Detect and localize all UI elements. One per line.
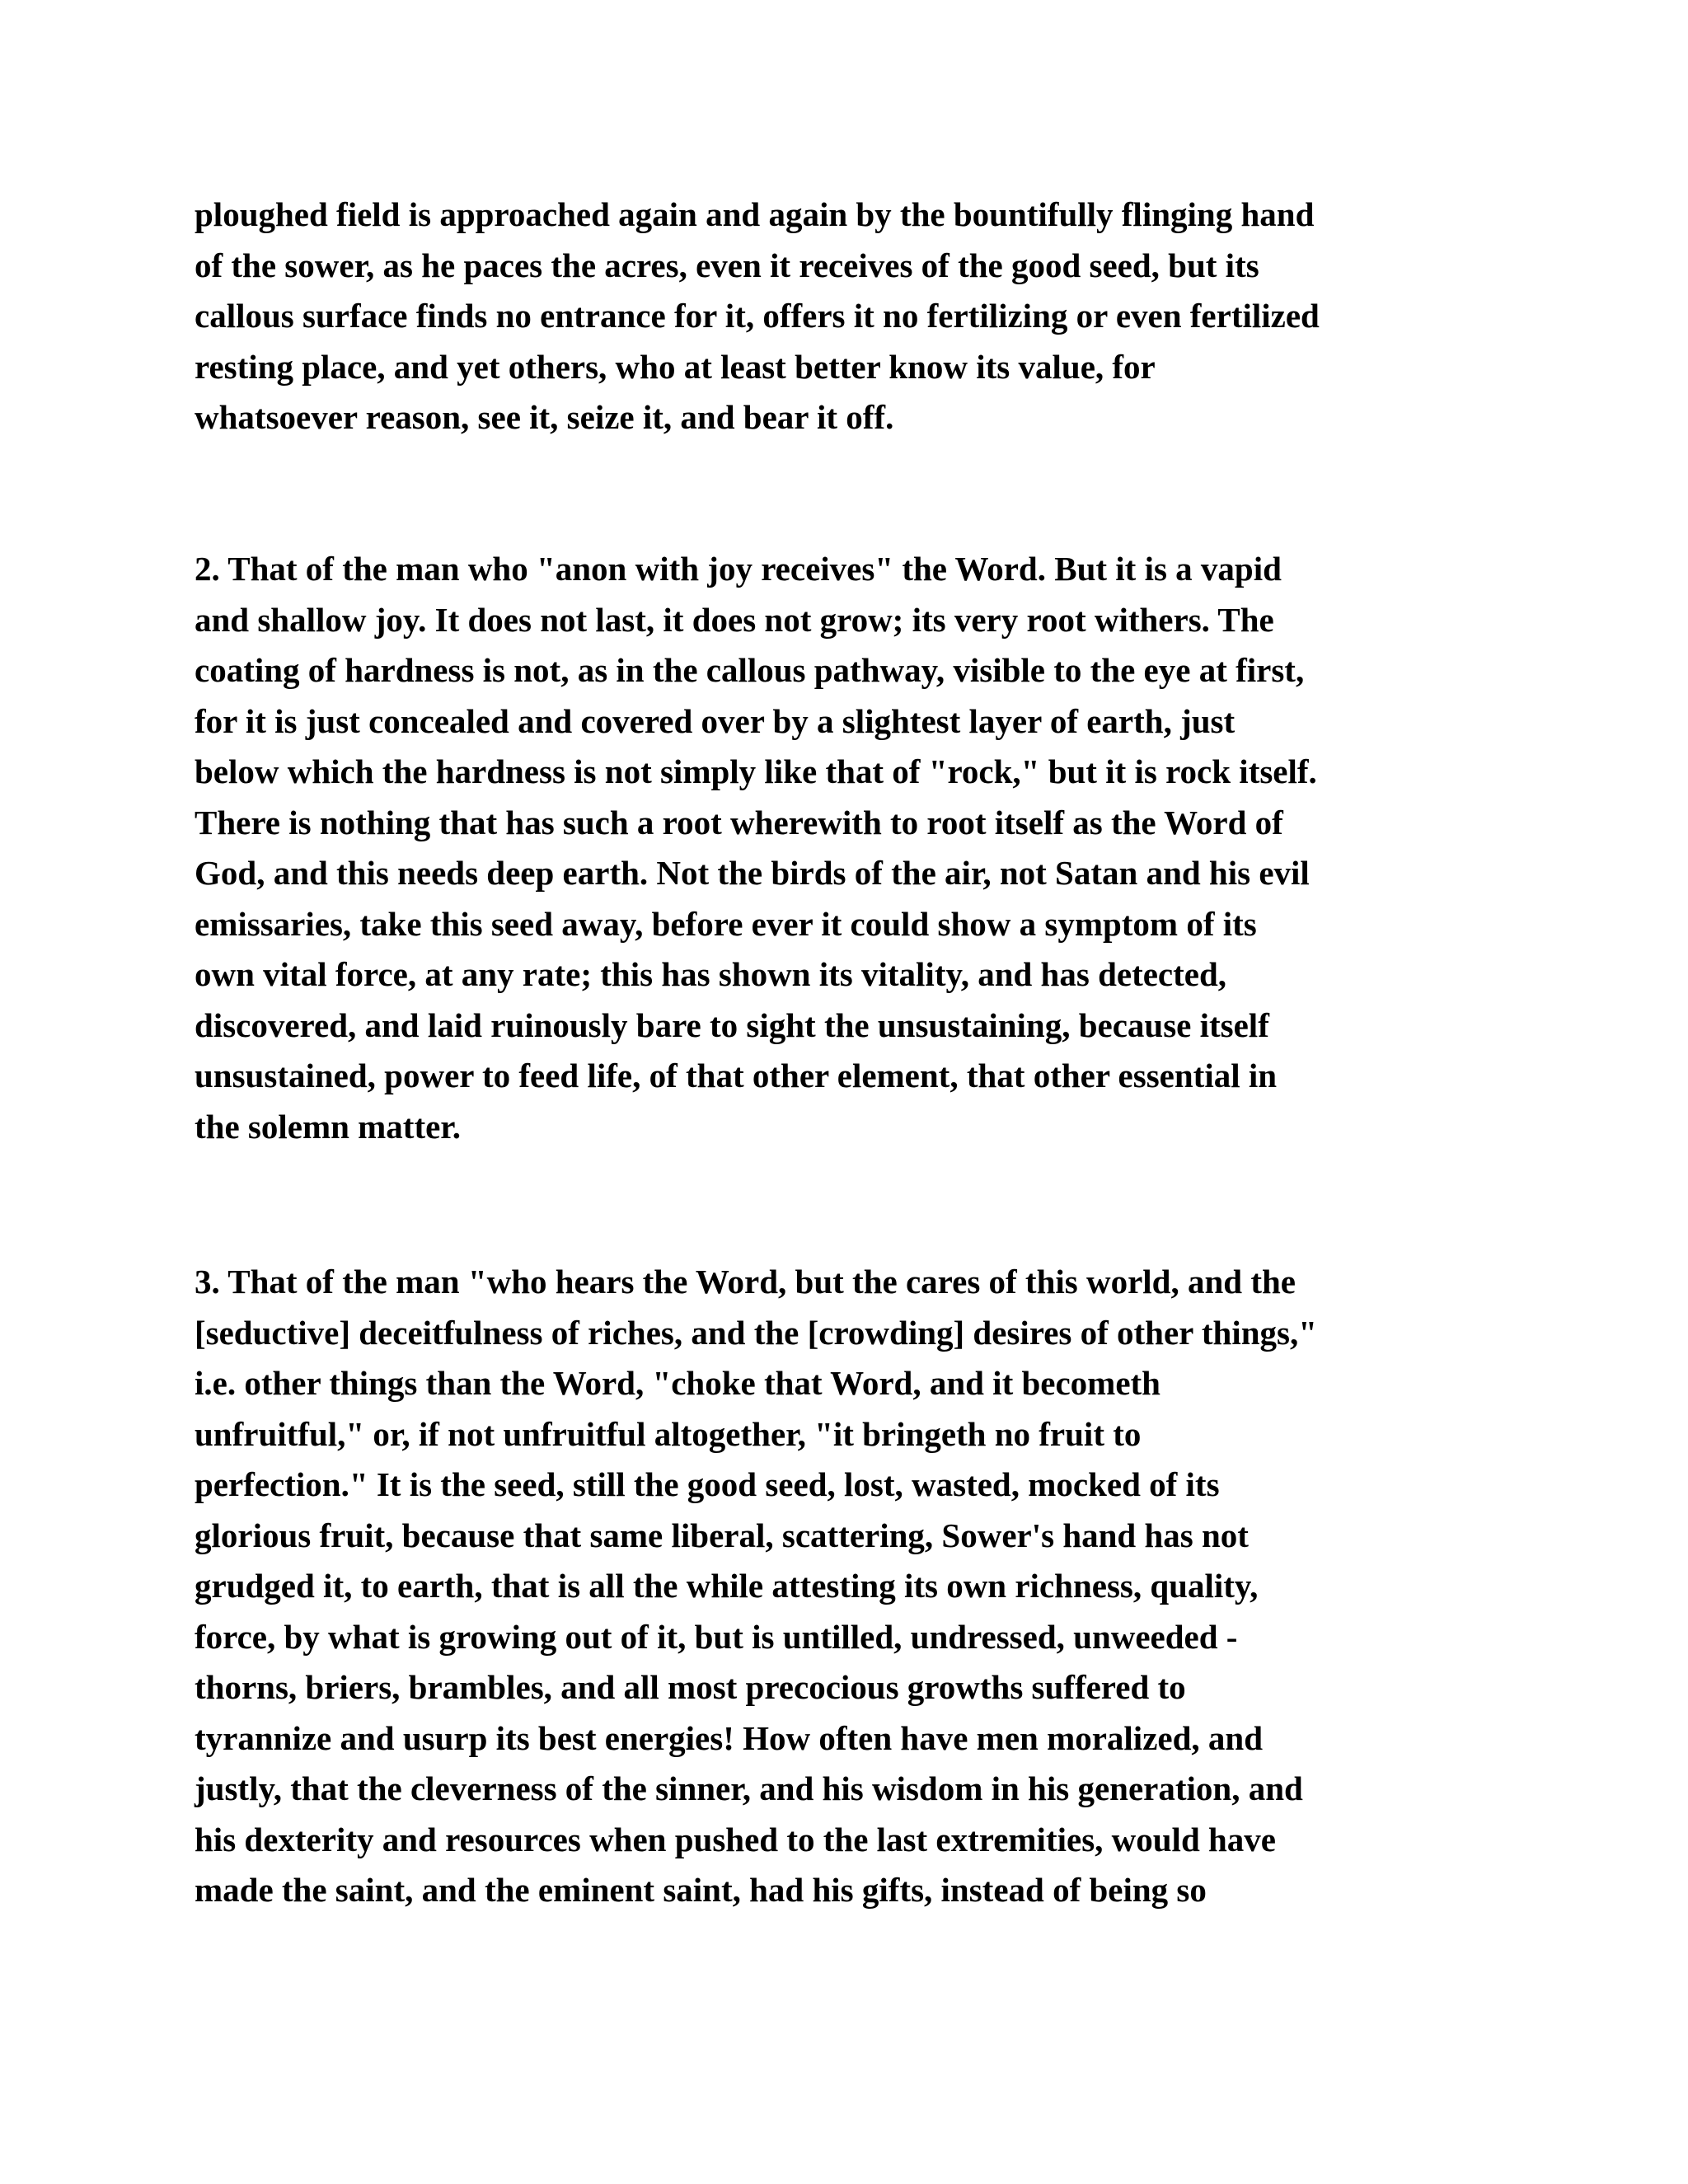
text-line: for it is just concealed and covered over by a slightest layer of earth, just bbox=[195, 701, 1236, 740]
text-line: resting place, and yet others, who at least better know its value, for bbox=[195, 347, 1156, 386]
text-line: tyrannize and usurp its best energies! How often have men moralized, and bbox=[195, 1718, 1264, 1757]
text-line: whatsoever reason, see it, seize it, and bear it off. bbox=[195, 398, 894, 436]
text-line: 2. That of the man who "anon with joy receives" the Word. But it is a vapid bbox=[195, 550, 1282, 588]
text-line: ploughed field is approached again and again by the bountifully flinging hand bbox=[195, 195, 1315, 233]
text-line: force, by what is growing out of it, but is untilled, undressed, unweeded - bbox=[195, 1617, 1238, 1656]
text-line: There is nothing that has such a root wherewith to root itself as the Word of bbox=[195, 803, 1283, 841]
text-line: callous surface finds no entrance for it, offers it no fertilizing or even fertilized bbox=[195, 297, 1320, 335]
text-line: coating of hardness is not, as in the callous pathway, visible to the eye at first, bbox=[195, 651, 1305, 689]
text-line: made the saint, and the eminent saint, had his gifts, instead of being so bbox=[195, 1871, 1207, 1909]
text-line: the solemn matter. bbox=[195, 1107, 461, 1146]
text-line: and shallow joy. It does not last, it does not grow; its very root withers. The bbox=[195, 600, 1274, 639]
text-line: own vital force, at any rate; this has shown its vitality, and has detected, bbox=[195, 955, 1227, 993]
text-line: unfruitful," or, if not unfruitful altogether, "it bringeth no fruit to bbox=[195, 1414, 1142, 1453]
text-line: thorns, briers, brambles, and all most precocious growths suffered to bbox=[195, 1668, 1186, 1706]
text-line: glorious fruit, because that same liberal, scattering, Sower's hand has not bbox=[195, 1516, 1249, 1554]
text-line: justly, that the cleverness of the sinner, and his wisdom in his generation, and bbox=[195, 1769, 1303, 1807]
text-line: below which the hardness is not simply like that of "rock," but it is rock itself. bbox=[195, 752, 1317, 790]
text-line: unsustained, power to feed life, of that other element, that other essential in bbox=[195, 1057, 1278, 1094]
text-line: of the sower, as he paces the acres, even it receives of the good seed, but its bbox=[195, 246, 1259, 284]
paragraph-2 bbox=[195, 544, 1497, 1152]
paragraph-3 bbox=[195, 1257, 1497, 1916]
text-line: discovered, and laid ruinously bare to sight the unsustaining, because itself bbox=[195, 1005, 1269, 1044]
text-line: i.e. other things than the Word, "choke that Word, and it becometh bbox=[195, 1364, 1160, 1402]
text-line: perfection." It is the seed, still the good seed, lost, wasted, mocked of its bbox=[195, 1465, 1220, 1503]
text-line: [seductive] deceitfulness of riches, and the [crowding] desires of other things," bbox=[195, 1313, 1318, 1352]
text-line: God, and this needs deep earth. Not the birds of the air, not Satan and his evil bbox=[195, 854, 1310, 892]
text-line: 3. That of the man "who hears the Word, but the cares of this world, and the bbox=[195, 1263, 1296, 1301]
paragraph-1 bbox=[195, 190, 1497, 443]
text-line: his dexterity and resources when pushed to the last extremities, would have bbox=[195, 1820, 1276, 1858]
text-line: grudged it, to earth, that is all the while attesting its own richness, quality, bbox=[195, 1567, 1259, 1605]
text-line: emissaries, take this seed away, before ever it could show a symptom of its bbox=[195, 904, 1257, 943]
